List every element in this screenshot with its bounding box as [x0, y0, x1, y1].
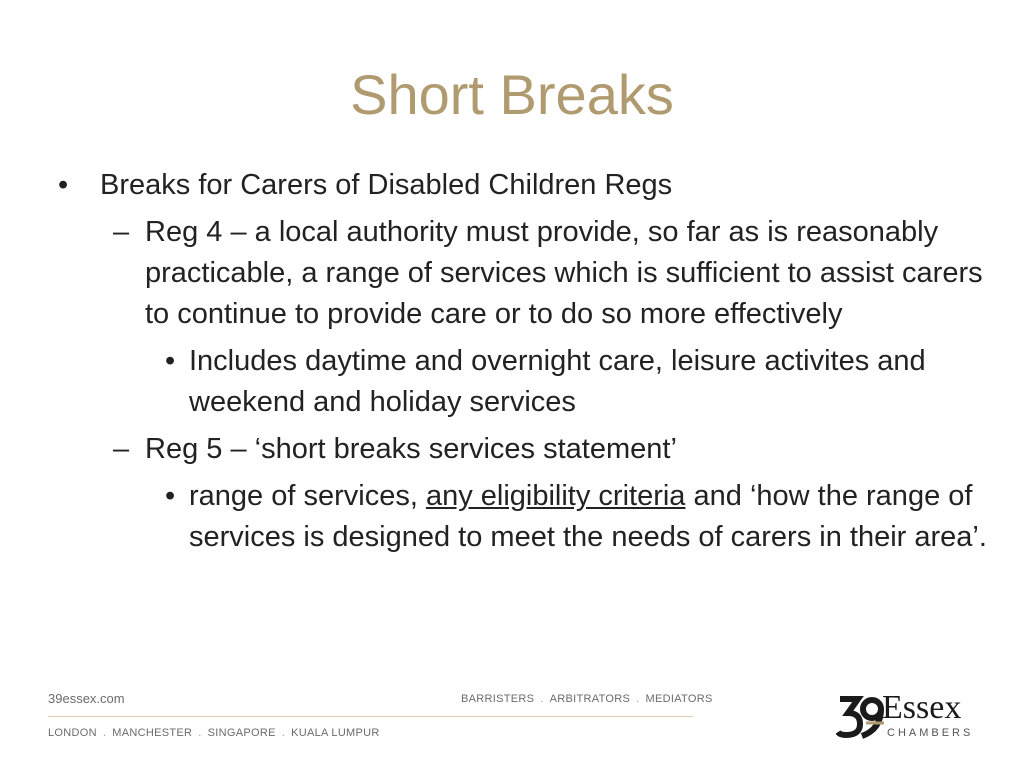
footer-divider: [48, 716, 693, 717]
role-mediators: MEDIATORS: [645, 693, 713, 705]
footer-cities: [48, 727, 380, 739]
sub-bullet-mark: •: [165, 480, 176, 512]
slide-body: [58, 165, 988, 558]
bullet-level3-includes: [58, 341, 988, 423]
bullet-text: Reg 4 – a local authority must provide, so far as is reasonably practicable, a range of services which is sufficient to assist carers to continue to provide care or to do so more effectively: [145, 216, 983, 330]
logo-39-icon: [836, 693, 886, 739]
separator-dot: .: [102, 727, 107, 739]
bullet-text-start: range of services,: [189, 480, 426, 512]
sub-bullet-mark: •: [165, 345, 176, 377]
bullet-mark: •: [58, 169, 69, 201]
bullet-text: Includes daytime and overnight care, leisure activites and weekend and holiday services: [189, 345, 926, 418]
footer-roles: [461, 693, 713, 705]
bullet-level2-reg4: [58, 212, 988, 335]
dash-mark: –: [113, 433, 130, 465]
eligibility-criteria-underline: any eligibility criteria: [425, 480, 686, 512]
bullet-text: Reg 5 – ‘short breaks services statement’: [145, 433, 677, 465]
separator-dot: .: [636, 693, 640, 705]
city-kuala-lumpur: KUALA LUMPUR: [291, 727, 380, 739]
separator-dot: .: [281, 727, 286, 739]
dash-mark: –: [113, 216, 130, 248]
footer-url: 39essex.com: [48, 691, 125, 706]
city-london: LONDON: [48, 727, 97, 739]
role-barristers: BARRISTERS: [461, 693, 535, 705]
logo-word: Essex: [882, 689, 962, 726]
role-arbitrators: ARBITRATORS: [549, 693, 631, 705]
bullet-text-end: and ‘how the range of services is designed to meet the needs of carers in their area’.: [189, 480, 987, 553]
bullet-level1: [58, 165, 988, 206]
separator-dot: .: [198, 727, 202, 739]
logo-subtitle: CHAMBERS: [887, 727, 974, 739]
bullet-level2-reg5: [58, 429, 988, 470]
bullet-text: Breaks for Carers of Disabled Children Regs: [100, 169, 673, 201]
city-singapore: SINGAPORE: [207, 727, 276, 739]
bullet-level3-range: [58, 476, 988, 558]
essex-chambers-logo: [836, 689, 976, 743]
city-manchester: MANCHESTER: [112, 727, 193, 739]
bullet-text: [189, 480, 987, 553]
slide-title: Short Breaks: [350, 63, 674, 126]
separator-dot: .: [540, 693, 544, 705]
